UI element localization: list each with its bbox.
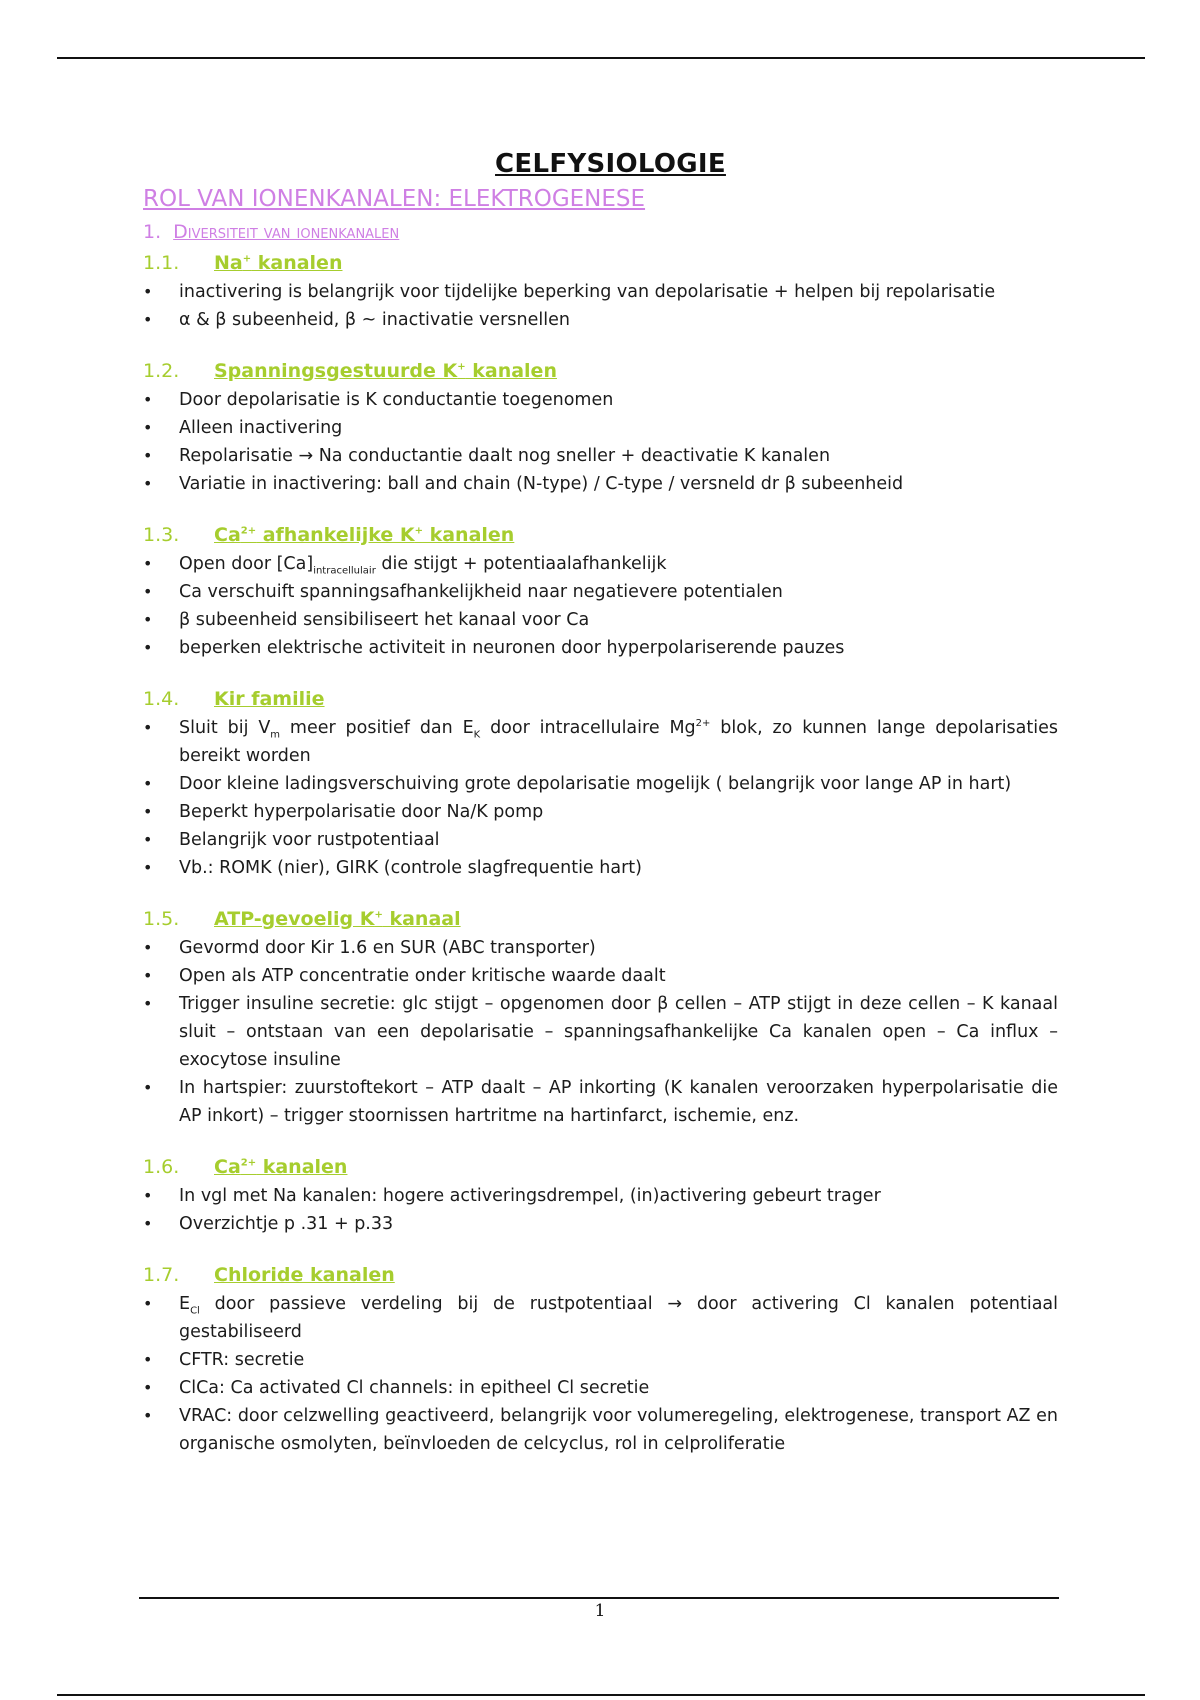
list-item: • ClCa: Ca activated Cl channels: in epitheel Cl secretie <box>143 1378 650 1398</box>
list-item: • Open als ATP concentratie onder kritische waarde daalt <box>143 966 666 986</box>
section-1-3 <box>143 520 1058 662</box>
section-title: Kir familie <box>214 688 325 710</box>
document-body <box>143 146 1058 1458</box>
list-item: • Ca verschuift spanningsafhankelijkheid naar negatievere potentialen <box>143 582 783 602</box>
bottom-rule <box>57 1694 1145 1696</box>
list-item: • Vb.: ROMK (nier), GIRK (controle slagfrequentie hart) <box>143 858 642 878</box>
list-item: • Overzichtje p .31 + p.33 <box>143 1214 394 1234</box>
section-number: 1.5. <box>143 908 180 930</box>
document-title: CELFYSIOLOGIE <box>495 149 726 179</box>
section-number: 1.1. <box>143 252 180 274</box>
list-item: • $E_{Cl}$ door passieve verdeling bij de rustpotentiaal → door activering Cl kanalen potentiaal gestabiliseerd <box>143 1294 1058 1342</box>
section-title: ATP-gevoelig K+ kanaal <box>214 908 461 930</box>
list-item: • In hartspier: zuurstoftekort – ATP daalt – AP inkorting (K kanalen veroorzaken hyperpolarisatie die AP inkort) – trigger stoornissen hartritme na hartinfarct, ischemie, enz. <box>143 1078 1058 1126</box>
page-number: 1 <box>594 1601 606 1621</box>
bullet-list <box>143 550 1058 662</box>
list-item: • Repolarisatie → Na conductantie daalt nog sneller + deactivatie K kanalen <box>143 446 831 466</box>
section-heading <box>143 356 1058 386</box>
list-item: • inactivering is belangrijk voor tijdelijke beperking van depolarisatie + helpen bij repolarisatie <box>143 282 996 302</box>
section-heading <box>143 904 1058 934</box>
list-item: • Door kleine ladingsverschuiving grote depolarisatie mogelijk ( belangrijk voor lange AP in hart) <box>143 774 1012 794</box>
section-1-4 <box>143 684 1058 882</box>
list-item: • Door depolarisatie is K conductantie toegenomen <box>143 390 614 410</box>
bullet-list <box>143 386 1058 498</box>
list-item: • Variatie in inactivering: ball and chain (N-type) / C-type / versneld dr β subeenheid <box>143 474 904 494</box>
section-1-1 <box>143 248 1058 334</box>
section-1-6 <box>143 1152 1058 1238</box>
section-number: 1.7. <box>143 1264 180 1286</box>
section-title: Na+ kanalen <box>214 252 343 274</box>
section-heading <box>143 520 1058 550</box>
section-1-2 <box>143 356 1058 498</box>
list-item: • Trigger insuline secretie: glc stijgt – opgenomen door β cellen – ATP stijgt in deze cellen – K kanaal sluit – ontstaan van een depolarisatie – spanningsafhankelijke Ca kanalen open – Ca influx – exocytose insuline <box>143 994 1058 1070</box>
list-item: • beperken elektrische activiteit in neuronen door hyperpolariserende pauzes <box>143 638 845 658</box>
top-rule <box>57 57 1145 59</box>
section-number: 1.3. <box>143 524 180 546</box>
bullet-list <box>143 1182 1058 1238</box>
section-1-5 <box>143 904 1058 1130</box>
section-number: 1.2. <box>143 360 180 382</box>
list-item: • Belangrijk voor rustpotentiaal <box>143 830 440 850</box>
list-item: • α & β subeenheid, β ~ inactivatie versnellen <box>143 310 570 330</box>
section-number: 1.4. <box>143 688 180 710</box>
bullet-list <box>143 278 1058 334</box>
chapter-number: 1. <box>143 221 162 243</box>
list-item: • VRAC: door celzwelling geactiveerd, belangrijk voor volumeregeling, elektrogenese, transport AZ en organische osmolyten, beïnvloeden de celcyclus, rol in celproliferatie <box>143 1406 1058 1454</box>
section-heading <box>143 1260 1058 1290</box>
part-title: ROL VAN IONENKANALEN: ELEKTROGENESE <box>143 186 646 212</box>
bullet-list <box>143 1290 1058 1458</box>
chapter-heading <box>143 216 1058 248</box>
chapter-title: Diversiteit van ionenkanalen <box>173 221 400 243</box>
section-heading <box>143 684 1058 714</box>
footer-rule <box>139 1597 1059 1599</box>
list-item: • Open door $[Ca]_{intracellulair}$ die stijgt + potentiaalafhankelijk <box>143 554 667 577</box>
section-number: 1.6. <box>143 1156 180 1178</box>
list-item: • Alleen inactivering <box>143 418 343 438</box>
section-title: Chloride kanalen <box>214 1264 395 1286</box>
bullet-list <box>143 714 1058 882</box>
list-item: • CFTR: secretie <box>143 1350 305 1370</box>
section-title: $Ca^{2+}$ afhankelijke K+ kanalen <box>214 524 515 546</box>
section-heading <box>143 1152 1058 1182</box>
bullet-list <box>143 934 1058 1130</box>
list-item: • In vgl met Na kanalen: hogere activeringsdrempel, (in)activering gebeurt trager <box>143 1186 881 1206</box>
list-item: • Gevormd door Kir 1.6 en SUR (ABC transporter) <box>143 938 596 958</box>
section-1-7 <box>143 1260 1058 1458</box>
section-title: Spanningsgestuurde K+ kanalen <box>214 360 557 382</box>
section-title: $Ca^{2+}$ kanalen <box>214 1156 348 1178</box>
list-item: • Sluit bij $V_m$ meer positief dan $E_K$ door intracellulaire $Mg^{2+}$ blok, zo kunnen lange depolarisaties bereikt worden <box>143 718 1059 766</box>
list-item: • β subeenheid sensibiliseert het kanaal voor Ca <box>143 610 590 630</box>
section-heading <box>143 248 1058 278</box>
list-item: • Beperkt hyperpolarisatie door Na/K pomp <box>143 802 544 822</box>
